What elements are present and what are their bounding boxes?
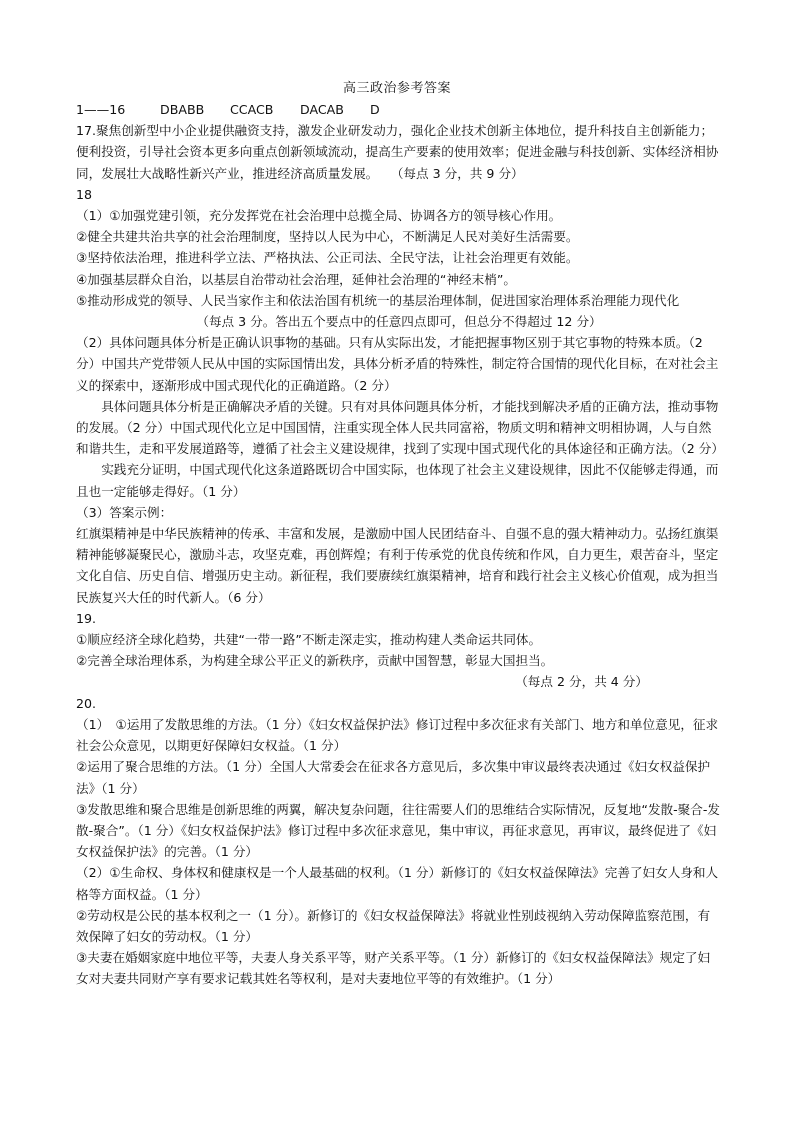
q19-score-note: （每点 2 分，共 4 分）	[515, 674, 648, 690]
page-title: 高三政治参考答案	[342, 81, 451, 96]
mc-answer-row	[76, 99, 722, 120]
mc-group-2: CCACB	[230, 102, 274, 117]
q20-2-point-2: ②劳动权是公民的基本权利之一（1 分）。新修订的《妇女权益保障法》将就业性别歧视纳入劳动保障监察范围，有效保障了妇女的劳动权。（1 分）	[76, 907, 711, 944]
q18-1-point-5: ⑤推动形成党的领导、人民当家作主和依法治国有机统一的基层治理体制，促进国家治理体系治理能力现代化	[76, 292, 680, 308]
q20-2-point-3: ③夫妻在婚姻家庭中地位平等，夫妻人身关系平等，财产关系平等。（1 分）新修订的《妇女权益保障法》规定了妇女对夫妻共同财产享有要求记载其姓名等权利，是对夫妻地位平等的有效维护。（1 分）	[76, 950, 711, 987]
mc-range: 1——16	[76, 102, 126, 117]
q18-number: 18	[76, 186, 93, 202]
q18-1-point-3: ③坚持依法治理，推进科学立法、严格执法、公正司法、全民守法，让社会治理更有效能。	[76, 250, 579, 266]
q20-1-point-3: ③发散思维和聚合思维是创新思维的两翼，解决复杂问题，往往需要人们的思维结合实际情况，反复地“发散-聚合-发散-聚合”。（1 分）《妇女权益保护法》修订过程中多次征求意见，集中审议，再征求意见，再审议，最终促进了《妇女权益保护法》的完善。（1 分）	[76, 801, 720, 860]
q19-point-2: ②完善全球治理体系，为构建全球公平正义的新秩序，贡献中国智慧，彰显大国担当。	[76, 653, 554, 669]
q18-1-point-4: ④加强基层群众自治，以基层自治带动社会治理，延伸社会治理的“神经末梢”。	[76, 271, 516, 287]
q18-1-point-1: （1）①加强党建引领，充分发挥党在社会治理中总揽全局、协调各方的领导核心作用。	[76, 208, 562, 224]
q17-answer: 17.聚焦创新型中小企业提供融资支持，激发企业研发动力，强化企业技术创新主体地位，提升科技自主创新能力；便利投资，引导社会资本更多向重点创新领域流动，提高生产要素的使用效率；促进金融与科技创新、实体经济相协同，发展壮大战略性新兴产业，推进经济高质量发展。 （每点 3 分，共 9 分）	[76, 123, 719, 181]
q18-1-point-2: ②健全共建共治共享的社会治理制度，坚持以人民为中心，不断满足人民对美好生活需要。	[76, 229, 579, 245]
mc-group-4: D	[370, 102, 380, 117]
q18-2-para-1: （2）具体问题具体分析是正确认识事物的基础。只有从实际出发，才能把握事物区别于其它事物的特殊本质。（2 分）中国共产党带领人民从中国的实际国情出发，具体分析矛盾的特殊性，制定符合国情的现代化目标，在对社会主义的探索中，逐渐形成中国式现代化的正确道路。（2 分）	[76, 335, 719, 393]
mc-group-1: DBABB	[160, 102, 205, 117]
q20-2-point-1: （2）①生命权、身体权和健康权是一个人最基础的权利。（1 分）新修订的《妇女权益保障法》完善了妇女人身和人格等方面权益。（1 分）	[76, 865, 719, 902]
q19-number: 19.	[76, 610, 97, 626]
q18-1-score-note: （每点 3 分。答出五个要点中的任意四点即可，但总分不得超过 12 分）	[196, 314, 602, 330]
q18-2-para-3: 实践充分证明，中国式现代化这条道路既切合中国实际，也体现了社会主义建设规律，因此不仅能够走得通，而且也一定能够走得好。（1 分）	[76, 462, 719, 499]
q18-3-heading: （3）答案示例：	[76, 504, 173, 520]
q20-1-point-2: ②运用了聚合思维的方法。（1 分）全国人大常委会在征求各方意见后，多次集中审议最终表决通过《妇女权益保护法》（1 分）	[76, 759, 711, 796]
q20-1-point-1: （1） ①运用了发散思维的方法。（1 分）《妇女权益保护法》修订过程中多次征求有关部门、地方和单位意见，征求社会公众意见，以期更好保障妇女权益。（1 分）	[76, 716, 719, 754]
q18-3-answer: 红旗渠精神是中华民族精神的传承、丰富和发展，是激励中国人民团结奋斗、自强不息的强大精神动力。弘扬红旗渠精神能够凝聚民心，激励斗志，攻坚克难，再创辉煌；有利于传承党的优良传统和作风，自力更生，艰苦奋斗，坚定文化自信、历史自信、增强历史主动。新征程，我们要赓续红旗渠精神，培育和践行社会主义核心价值观，成为担当民族复兴大任的时代新人。（6 分）	[76, 526, 719, 605]
answer-content	[76, 99, 722, 990]
q19-point-1: ①顺应经济全球化趋势，共建“一带一路”不断走深走实，推动构建人类命运共同体。	[76, 632, 542, 648]
mc-group-3: DACAB	[300, 102, 344, 117]
q20-number: 20.	[76, 695, 97, 711]
q18-2-para-2: 具体问题具体分析是正确解决矛盾的关键。只有对具体问题具体分析，才能找到解决矛盾的正确方法，推动事物的发展。（2 分）中国式现代化立足中国国情，注重实现全体人民共同富裕，物质文明和精神文明相协调，人与自然和谐共生，走和平发展道路等，遵循了社会主义建设规律，找到了实现中国式现代化的具体途径和正确方法。（2 分）	[76, 398, 724, 457]
